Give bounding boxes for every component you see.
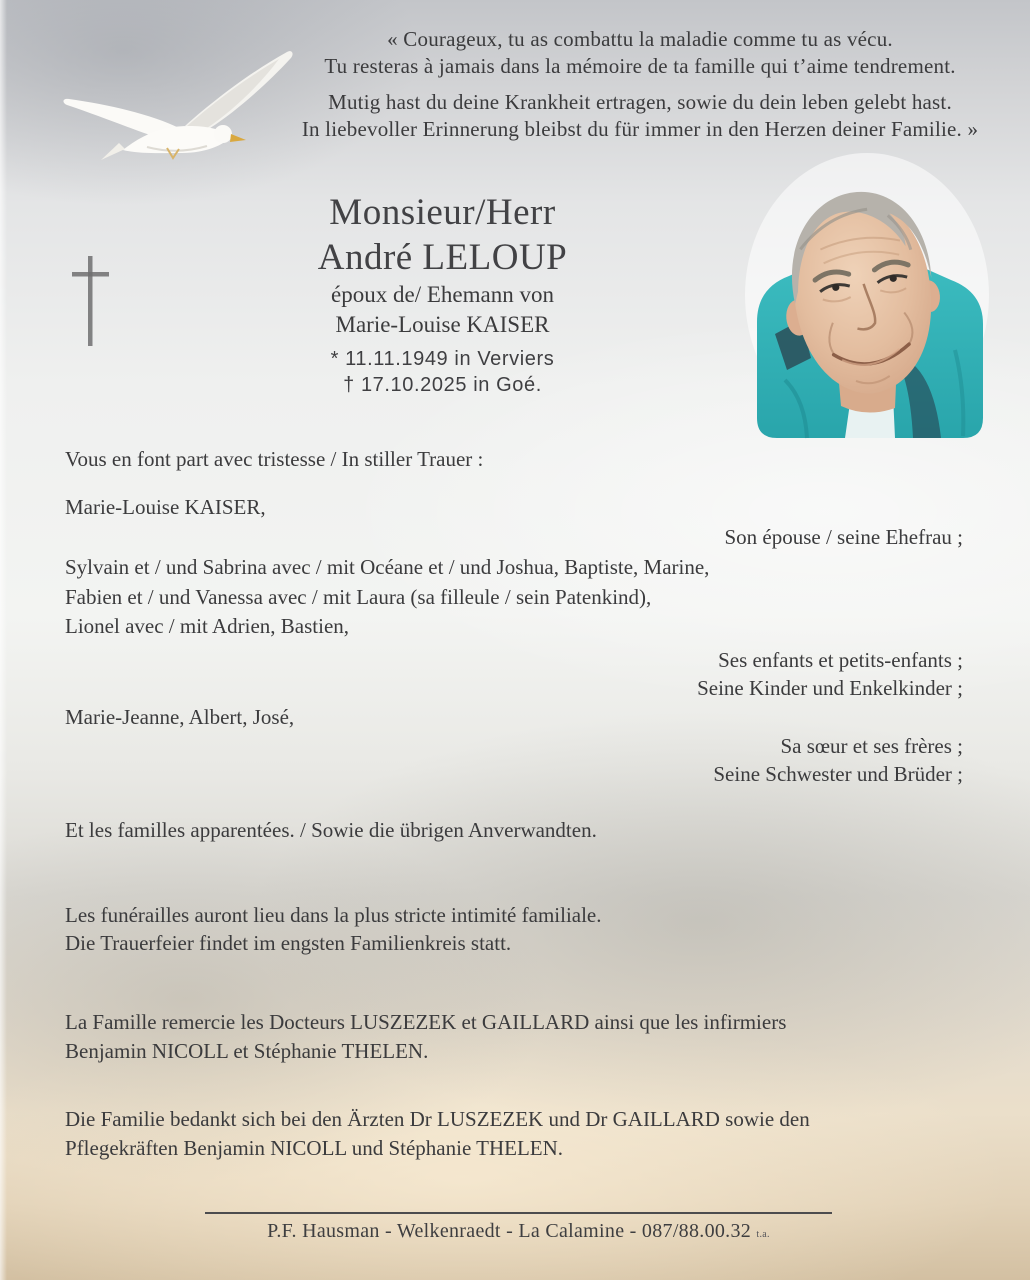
thanks-line-fr-1: La Famille remercie les Docteurs LUSZEZEK et GAILLARD ainsi que les infirmiers — [65, 1010, 787, 1034]
thanks-line-de-2: Pflegekräften Benjamin NICOLL und Stéphanie THELEN. — [65, 1136, 564, 1160]
thanks-line-fr-2: Benjamin NICOLL et Stéphanie THELEN. — [65, 1039, 429, 1063]
deceased-title: Monsieur/Herr — [329, 192, 556, 233]
siblings-line: Marie-Jeanne, Albert, José, — [65, 705, 295, 729]
quote-line-de-2: In liebevoller Erinnerung bleibst du für immer in den Herzen deiner Familie. » — [301, 117, 979, 141]
quote-line-fr-1: « Courageux, tu as combattu la maladie comme tu as vécu. — [387, 27, 893, 51]
memorial-quote — [250, 26, 1030, 152]
wife-name-line: Marie-Louise KAISER, — [65, 495, 266, 519]
deceased-name: André LELOUP — [317, 237, 568, 278]
deceased-header — [155, 190, 730, 398]
children-line-2: Fabien et / und Vanessa avec / mit Laura (sa filleule / sein Patenkind), — [65, 585, 652, 609]
birth-date-line: * 11.11.1949 in Verviers — [330, 348, 555, 370]
footer-divider — [205, 1212, 832, 1214]
spouse-relation-label: Son épouse / seine Ehefrau ; — [724, 525, 963, 549]
thanks-line-de-1: Die Familie bedankt sich bei den Ärzten Dr LUSZEZEK und Dr GAILLARD sowie den — [65, 1107, 810, 1131]
children-line-3: Lionel avec / mit Adrien, Bastien, — [65, 614, 350, 638]
siblings-relation-label-fr: Sa sœur et ses frères ; — [780, 734, 963, 758]
spouse-name: Marie-Louise KAISER — [335, 312, 550, 337]
quote-line-fr-2: Tu resteras à jamais dans la mémoire de ta famille qui t’aime tendrement. — [324, 54, 956, 78]
spouse-intro: époux de/ Ehemann von — [331, 282, 554, 307]
announcement-intro: Vous en font part avec tristesse / In stiller Trauer : — [65, 447, 484, 471]
children-relation-label-de: Seine Kinder und Enkelkinder ; — [697, 676, 963, 700]
related-families-line: Et les familles apparentées. / Sowie die übrigen Anverwandten. — [65, 818, 597, 842]
death-date-line: † 17.10.2025 in Goé. — [343, 374, 542, 396]
siblings-relation-label-de: Seine Schwester und Brüder ; — [713, 762, 963, 786]
portrait-photo — [745, 150, 995, 440]
funeral-notice-fr: Les funérailles auront lieu dans la plus stricte intimité familiale. — [65, 903, 602, 927]
printer-mark: t.a. — [756, 1229, 770, 1240]
quote-line-de-1: Mutig hast du deine Krankheit ertragen, sowie du dein leben gelebt hast. — [328, 90, 952, 114]
children-relation-label-fr: Ses enfants et petits-enfants ; — [718, 648, 963, 672]
children-line-1: Sylvain et / und Sabrina avec / mit Océane et / und Joshua, Baptiste, Marine, — [65, 555, 710, 579]
funeral-home-footer — [205, 1220, 832, 1243]
funeral-notice-de: Die Trauerfeier findet im engsten Familienkreis statt. — [65, 931, 512, 955]
funeral-home-info: P.F. Hausman - Welkenraedt - La Calamine - 087/88.00.32 — [267, 1220, 752, 1242]
cross-icon — [70, 252, 110, 348]
